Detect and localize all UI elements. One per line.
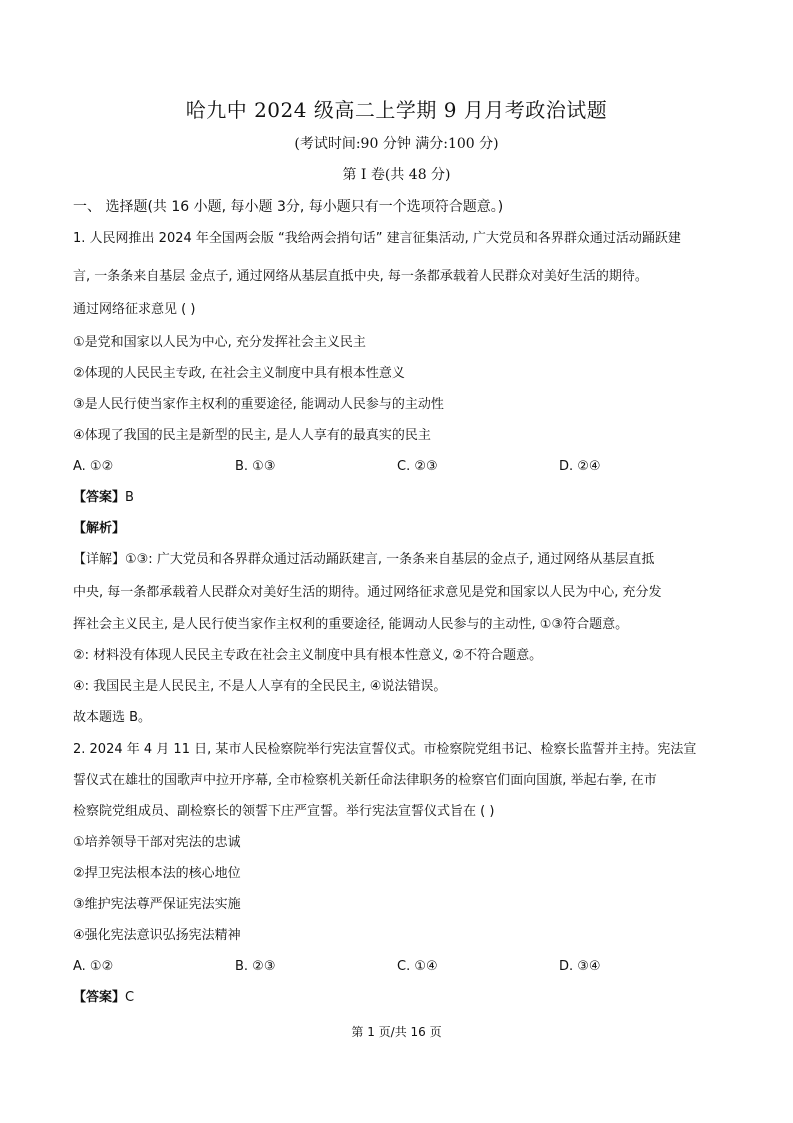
q2-statement-1: ①培养领导干部对宪法的忠诚 bbox=[73, 835, 241, 850]
volume-heading: 第 I 卷(共 48 分) bbox=[342, 167, 451, 183]
q1-statement-1: ①是党和国家以人民为中心, 充分发挥社会主义民主 bbox=[73, 335, 366, 350]
q1-statement-2: ②体现的人民民主专政, 在社会主义制度中具有根本性意义 bbox=[73, 366, 405, 381]
q1-stem-line-2: 言, 一条条来自基层 金点子, 通过网络从基层直抵中央, 每一条都承载着人民群众对美好生活的期待。 bbox=[73, 269, 648, 284]
q1-options bbox=[73, 457, 733, 477]
q1-answer bbox=[73, 488, 733, 508]
q2-statement-3: ③维护宪法尊严保证宪法实施 bbox=[73, 897, 241, 912]
q1-statement-3: ③是人民行使当家作主权利的重要途径, 能调动人民参与的主动性 bbox=[73, 397, 444, 412]
answer-value: C bbox=[125, 990, 135, 1005]
q2-option-a: A. ①② bbox=[73, 959, 114, 974]
exam-subtitle: (考试时间:90 分钟 满分:100 分) bbox=[294, 136, 499, 152]
answer-label: 【答案】 bbox=[73, 990, 126, 1005]
q1-statement-4: ④体现了我国的民主是新型的民主, 是人人享有的最真实的民主 bbox=[73, 428, 431, 443]
q1-option-a: A. ①② bbox=[73, 459, 114, 474]
q2-statement-4: ④强化宪法意识弘扬宪法精神 bbox=[73, 928, 241, 943]
q1-analysis-label bbox=[73, 519, 733, 539]
page-footer: 第 1 页/共 16 页 bbox=[351, 1025, 442, 1039]
q2-option-b: B. ②③ bbox=[235, 959, 276, 974]
q2-stem-line-1: 2. 2024 年 4 月 11 日, 某市人民检察院举行宪法宣誓仪式。市检察院党组书记、检察长监誓并主持。宪法宣 bbox=[73, 742, 697, 757]
q2-option-c: C. ①④ bbox=[397, 959, 438, 974]
q2-statement-2: ②捍卫宪法根本法的核心地位 bbox=[73, 866, 241, 881]
q2-answer bbox=[73, 988, 733, 1008]
answer-value: B bbox=[125, 490, 134, 505]
q2-options bbox=[73, 957, 733, 977]
q1-option-c: C. ②③ bbox=[397, 459, 438, 474]
answer-label: 【答案】 bbox=[73, 490, 126, 505]
q1-detail-line-2: 中央, 每一条都承载着人民群众对美好生活的期待。通过网络征求意见是党和国家以人民为中心, 充分发 bbox=[73, 585, 662, 600]
q1-detail-line-5: ④: 我国民主是人民民主, 不是人人享有的全民民主, ④说法错误。 bbox=[73, 679, 447, 694]
q1-option-b: B. ①③ bbox=[235, 459, 276, 474]
q1-option-d: D. ②④ bbox=[559, 459, 601, 474]
section-heading: 一、 选择题(共 16 小题, 每小题 3分, 每小题只有一个选项符合题意。) bbox=[73, 199, 504, 215]
q1-stem-line-1: 1. 人民网推出 2024 年全国两会版 “我给两会捎句话” 建言征集活动, 广大党员和各界群众通过活动踊跃建 bbox=[73, 231, 681, 246]
q1-stem-line-3: 通过网络征求意见 ( ) bbox=[73, 302, 196, 317]
q2-stem-line-2: 誓仪式在雄壮的国歌声中拉开序幕, 全市检察机关新任命法律职务的检察官们面向国旗, 举起右拳, 在市 bbox=[73, 773, 657, 788]
exam-title: 哈九中 2024 级高二上学期 9 月月考政治试题 bbox=[185, 98, 608, 122]
q1-detail-line-6: 故本题选 B。 bbox=[73, 710, 152, 725]
q1-detail-line-1: 【详解】①③: 广大党员和各界群众通过活动踊跃建言, 一条条来自基层的金点子, 通过网络从基层直抵 bbox=[73, 552, 655, 567]
q2-option-d: D. ③④ bbox=[559, 959, 601, 974]
q1-detail-line-4: ②: 材料没有体现人民民主专政在社会主义制度中具有根本性意义, ②不符合题意。 bbox=[73, 648, 543, 663]
q2-stem-line-3: 检察院党组成员、副检察长的领誓下庄严宣誓。举行宪法宣誓仪式旨在 ( ) bbox=[73, 804, 495, 819]
analysis-label: 【解析】 bbox=[73, 521, 126, 536]
q1-detail-line-3: 挥社会主义民主, 是人民行使当家作主权利的重要途径, 能调动人民参与的主动性, ①③符合题意。 bbox=[73, 617, 629, 632]
